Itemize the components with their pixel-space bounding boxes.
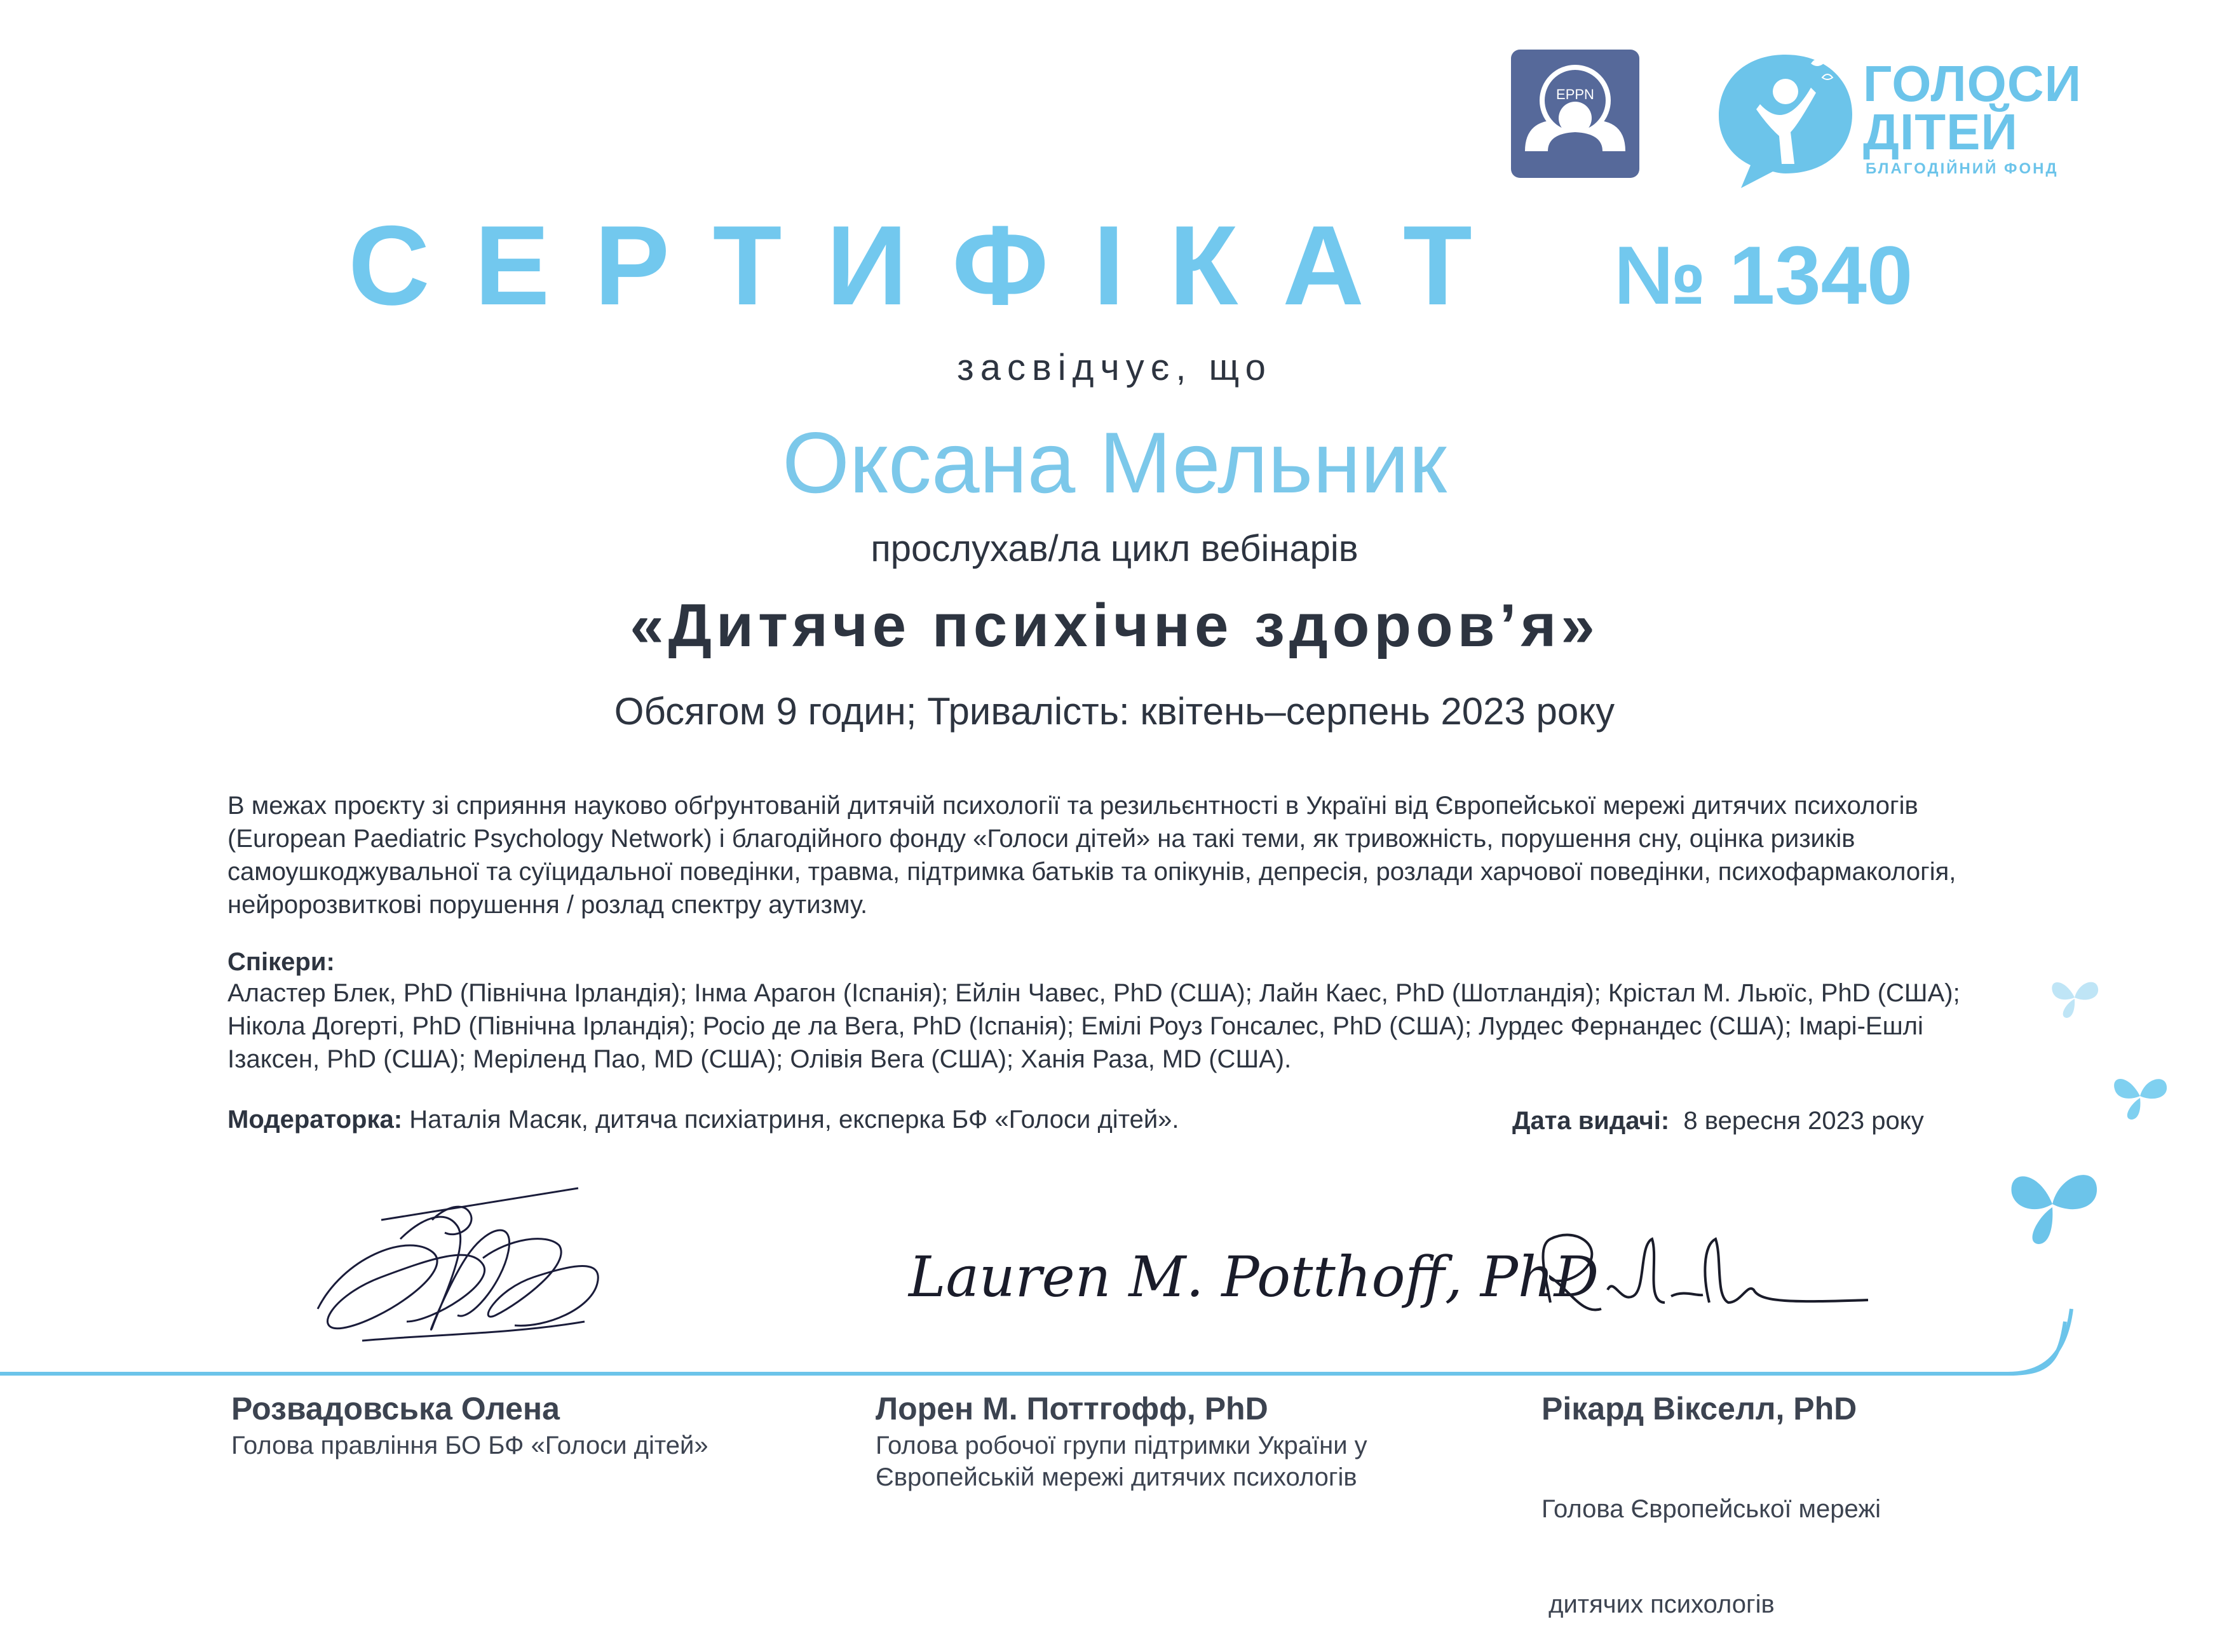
recipient-name: Оксана Мельник bbox=[782, 414, 1447, 511]
signatory-role-1 bbox=[231, 1430, 803, 1461]
project-description: В межах проєкту зі сприяння науково обґрунтованій дитячій психології та резильєнтності в Україні від Європейської мережі дитячих психологів (European Paediatric Psychology Network) і благодійного фонду «Голоси дітей» на такі теми, як тривожність, порушення сну, оцінка ризиків самоушкоджувальної та суїцидальної поведінки, травма, підтримка батьків та опікунів, депресія, розлади харчової поведінки, психофармакологія, нейророзвиткові порушення / розлад спектру аутизму. bbox=[227, 792, 1956, 919]
butterfly-icon bbox=[2002, 1156, 2103, 1252]
signatory-role-3-line2: дитячих психологів bbox=[1541, 1590, 1775, 1618]
signatory-name-3: Рікард Вікселл, PhD bbox=[1541, 1391, 1857, 1426]
course-details: Обсягом 9 годин; Тривалість: квітень–серпень 2023 року bbox=[614, 690, 1615, 733]
certificate-number: № 1340 bbox=[1614, 229, 1913, 322]
golosy-ditey-logo bbox=[1716, 50, 2082, 191]
signature-potthoff bbox=[909, 1214, 1599, 1341]
speakers-list: Аластер Блек, PhD (Північна Ірландія); Інма Арагон (Іспанія); Ейлін Чавес, PhD (США); Лайн Каес, PhD (Шотландія); Крістал М. Льюїс, PhD (США); Нікола Догерті, PhD (Північна Ірландія); Росіо де ла Вега, PhD (Іспанія); Емілі Роуз Гонсалес, PhD (США); Лурдес Фернандес (США); Імарі-Ешлі Ізаксен, PhD (США); Меріленд Пао, MD (США); Олівія Вега (США); Ханія Раза, MD (США). bbox=[227, 979, 1960, 1073]
signatory-role-2-line1: Голова робочої групи підтримки України у bbox=[876, 1432, 1367, 1459]
signatory-role-3-line1: Голова Європейської мережі bbox=[1541, 1495, 1881, 1523]
butterfly-icon bbox=[2108, 1067, 2172, 1125]
signatory-name-2: Лорен М. Поттгофф, PhD bbox=[876, 1391, 1268, 1426]
issue-date-label: Дата видачі: bbox=[1512, 1107, 1670, 1135]
issue-date-line bbox=[1512, 1107, 1924, 1135]
signature-wicksell bbox=[1525, 1220, 1881, 1328]
certificate-title: СЕРТИФІКАТ bbox=[348, 202, 1517, 328]
eppn-logo-icon bbox=[1511, 50, 1639, 178]
signature-rozvadovska bbox=[305, 1182, 661, 1353]
bottom-line-curve bbox=[2002, 1303, 2078, 1379]
signatory-role-2-line2: Європейській мережі дитячих психологів bbox=[876, 1463, 1357, 1491]
certifies-text: засвідчує, що bbox=[957, 347, 1272, 388]
moderator-line bbox=[227, 1106, 1179, 1134]
eppn-logo-text: EPPN bbox=[1556, 86, 1594, 102]
moderator-text: Наталія Масяк, дитяча психіатриня, експерка БФ «Голоси дітей». bbox=[409, 1106, 1179, 1134]
speech-bubble-child-icon bbox=[1716, 50, 1862, 191]
butterfly-icon bbox=[2046, 972, 2103, 1023]
signature-potthoff-text: Lauren M. Potthoff, PhD bbox=[909, 1244, 1599, 1310]
signatory-role-2 bbox=[876, 1430, 1486, 1493]
course-title: «Дитяче психічне здоров’я» bbox=[630, 592, 1599, 660]
signatory-name-1: Розвадовська Олена bbox=[231, 1391, 560, 1426]
golosy-logo-line2: ДІТЕЙ bbox=[1863, 104, 2018, 160]
golosy-logo-line1: ГОЛОСИ bbox=[1863, 55, 2082, 112]
listened-text: прослухав/ла цикл вебінарів bbox=[871, 528, 1358, 569]
speakers-label: Спікери: bbox=[227, 948, 335, 976]
signatory-role-1-line1: Голова правління БО БФ «Голоси дітей» bbox=[231, 1432, 708, 1459]
golosy-logo-line3: БЛАГОДІЙНИЙ ФОНД bbox=[1866, 160, 2059, 177]
moderator-label: Модераторка: bbox=[227, 1106, 403, 1134]
signatory-role-3 bbox=[1541, 1430, 2113, 1652]
issue-date-value: 8 вересня 2023 року bbox=[1683, 1107, 1924, 1135]
eppn-logo bbox=[1511, 50, 1639, 178]
